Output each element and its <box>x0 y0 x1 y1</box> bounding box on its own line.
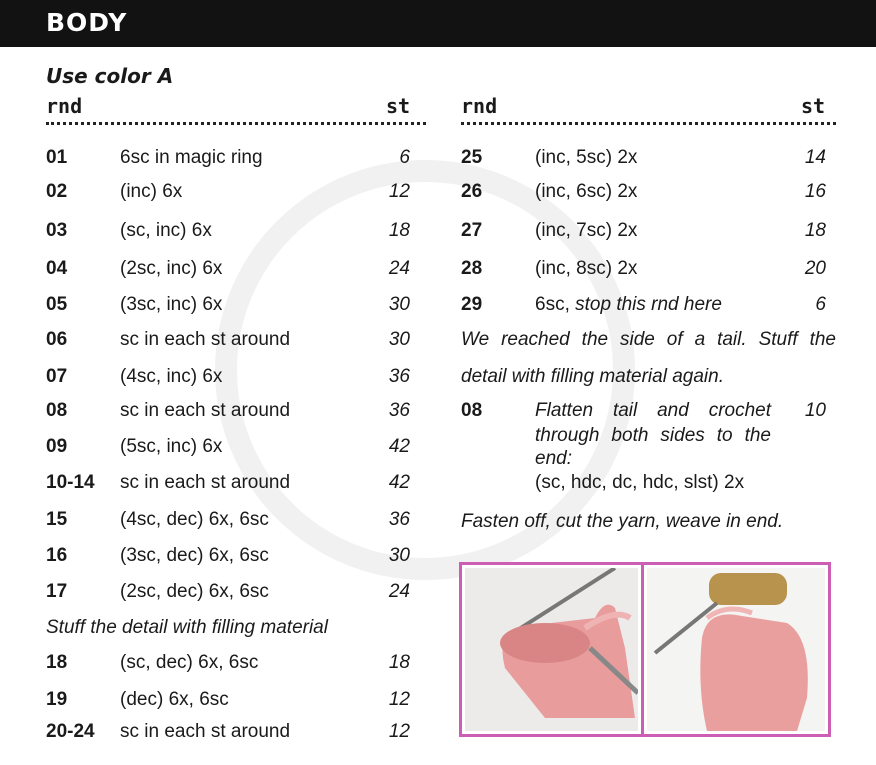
flatten-line1: Flatten tail and crochet <box>535 400 771 421</box>
header-bar <box>0 0 876 47</box>
stitch-count: 30 <box>388 329 410 350</box>
row-instruction: sc in each st around <box>120 721 291 742</box>
stitch-count: 42 <box>388 436 410 457</box>
stitch-count: 18 <box>388 220 410 241</box>
instruction-prefix: 6sc, <box>535 294 576 315</box>
round-number: 07 <box>46 366 68 387</box>
round-number: 18 <box>46 652 68 673</box>
round-number: 06 <box>46 329 68 350</box>
left-st-header: st <box>386 94 411 118</box>
stitch-count: 36 <box>388 366 410 387</box>
row-instruction: sc in each st around <box>120 400 291 421</box>
stitch-count: 18 <box>388 652 410 673</box>
row-instruction: (2sc, dec) 6x, 6sc <box>120 581 269 602</box>
stitch-count: 18 <box>804 220 826 241</box>
left-rnd-header: rnd <box>46 94 83 118</box>
tail-photo-right <box>647 568 825 731</box>
stitch-count: 6 <box>815 294 826 315</box>
right-header-divider <box>461 122 836 125</box>
round-number: 26 <box>461 181 483 202</box>
row-instruction: (inc) 6x <box>120 181 183 202</box>
stitch-count: 42 <box>388 472 410 493</box>
round-number: 02 <box>46 181 68 202</box>
color-instruction: Use color A <box>46 64 174 88</box>
stitch-count: 30 <box>388 545 410 566</box>
page-title: BODY <box>46 8 128 37</box>
stitch-count: 14 <box>804 147 826 168</box>
row-instruction: (5sc, inc) 6x <box>120 436 223 457</box>
right-rnd-header: rnd <box>461 94 498 118</box>
row-instruction: (4sc, inc) 6x <box>120 366 223 387</box>
stitch-count: 24 <box>388 258 410 279</box>
row-instruction: (sc, dec) 6x, 6sc <box>120 652 259 673</box>
crochet-tail-image-left <box>465 568 638 731</box>
stitch-count: 12 <box>388 181 410 202</box>
round-number: 28 <box>461 258 483 279</box>
round-number: 19 <box>46 689 68 710</box>
photo-divider <box>641 562 644 737</box>
stitch-count: 20 <box>804 258 826 279</box>
round-number: 03 <box>46 220 68 241</box>
instruction-emphasis: stop this rnd here <box>575 294 722 315</box>
tail-note-line2: detail with filling material again. <box>461 366 724 387</box>
stitch-count: 36 <box>388 400 410 421</box>
row-instruction: (3sc, dec) 6x, 6sc <box>120 545 269 566</box>
stitch-count: 24 <box>388 581 410 602</box>
round-number: 25 <box>461 147 483 168</box>
round-number: 05 <box>46 294 68 315</box>
stuff-note: Stuff the detail with filling material <box>46 617 328 638</box>
row-instruction: (inc, 7sc) 2x <box>535 220 638 241</box>
stitch-count: 10 <box>804 400 826 421</box>
stitch-count: 30 <box>388 294 410 315</box>
round-number: 17 <box>46 581 68 602</box>
round-number: 04 <box>46 258 68 279</box>
right-st-header: st <box>801 94 826 118</box>
stitch-count: 12 <box>388 721 410 742</box>
round-number: 29 <box>461 294 483 315</box>
round-number: 20-24 <box>46 721 95 742</box>
tail-photo-left <box>465 568 638 731</box>
row-instruction: sc in each st around <box>120 329 291 350</box>
crochet-tail-image-right <box>647 568 825 731</box>
row-instruction: 6sc in magic ring <box>120 147 263 168</box>
row-instruction: (inc, 6sc) 2x <box>535 181 638 202</box>
round-number: 16 <box>46 545 68 566</box>
fasten-off-note: Fasten off, cut the yarn, weave in end. <box>461 511 784 532</box>
row-instruction: (4sc, dec) 6x, 6sc <box>120 509 269 530</box>
stitch-count: 12 <box>388 689 410 710</box>
row-instruction: (inc, 5sc) 2x <box>535 147 638 168</box>
round-number: 15 <box>46 509 68 530</box>
tail-note-line1: We reached the side of a tail. Stuff the <box>461 329 836 350</box>
stitch-count: 36 <box>388 509 410 530</box>
stitch-count: 16 <box>804 181 826 202</box>
row-instruction: (2sc, inc) 6x <box>120 258 223 279</box>
round-number: 08 <box>46 400 68 421</box>
left-header-divider <box>46 122 426 125</box>
row-instruction <box>535 294 722 316</box>
stitch-count: 6 <box>399 147 410 168</box>
row-instruction: (dec) 6x, 6sc <box>120 689 229 710</box>
row-instruction: (3sc, inc) 6x <box>120 294 223 315</box>
round-number: 27 <box>461 220 483 241</box>
flatten-line4: (sc, hdc, dc, hdc, slst) 2x <box>535 472 745 493</box>
round-number: 09 <box>46 436 68 457</box>
round-number: 01 <box>46 147 68 168</box>
flatten-line2: through both sides to the <box>535 425 771 446</box>
round-number: 10-14 <box>46 472 95 493</box>
round-number: 08 <box>461 400 483 421</box>
flatten-line3: end: <box>535 448 572 469</box>
row-instruction: (inc, 8sc) 2x <box>535 258 638 279</box>
row-instruction: (sc, inc) 6x <box>120 220 212 241</box>
row-instruction: sc in each st around <box>120 472 291 493</box>
